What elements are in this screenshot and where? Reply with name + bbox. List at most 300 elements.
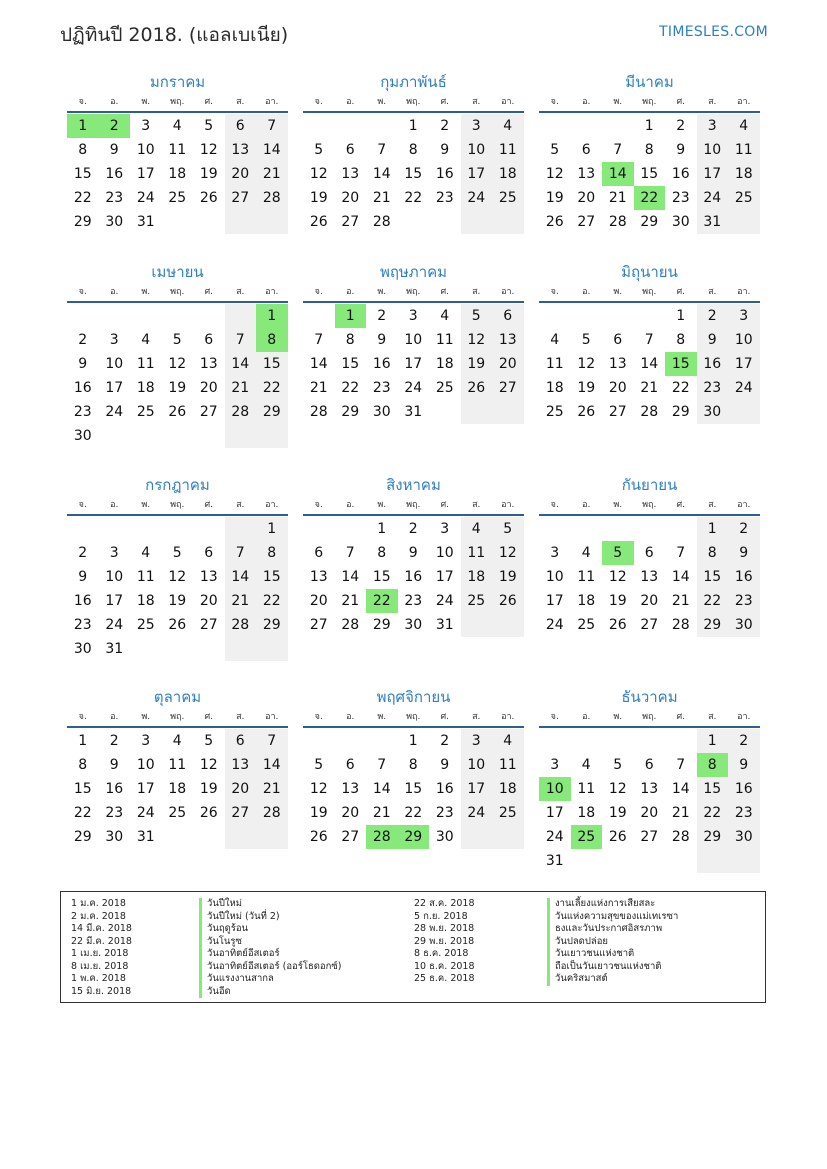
empty-cell bbox=[728, 210, 760, 234]
weekday-label: ศ. bbox=[204, 287, 214, 297]
legend-holiday-date: 28 พ.ย. 2018 bbox=[414, 923, 475, 934]
day-cell: 22 bbox=[256, 376, 288, 400]
day-cell: 17 bbox=[461, 777, 493, 801]
day-cell: 2 bbox=[676, 118, 686, 134]
empty-cell bbox=[335, 517, 367, 541]
month-name: กรกฎาคม bbox=[145, 476, 210, 494]
day-cell: 24 bbox=[435, 593, 454, 609]
day-cell: 6 bbox=[644, 757, 654, 773]
day-cell: 22 bbox=[697, 801, 729, 825]
empty-cell bbox=[193, 825, 225, 849]
day-cell: 8 bbox=[644, 142, 654, 158]
day-cell: 17 bbox=[545, 805, 564, 821]
month-name: พฤษภาคม bbox=[379, 263, 448, 281]
day-cell: 2 bbox=[728, 729, 760, 753]
legend-holiday-date: 1 ม.ค. 2018 bbox=[71, 898, 126, 909]
weekday-label: จ. bbox=[550, 97, 559, 107]
weekday-label: ส. bbox=[236, 500, 245, 510]
legend-holiday-date: 8 ธ.ค. 2018 bbox=[414, 948, 469, 959]
day-cell: 15 bbox=[341, 356, 360, 372]
day-grid bbox=[539, 304, 760, 424]
weekday-label: พ. bbox=[141, 97, 151, 107]
day-cell: 27 bbox=[640, 829, 659, 845]
weekday-label: พฤ. bbox=[642, 287, 657, 297]
empty-cell bbox=[539, 729, 571, 753]
day-cell: 12 bbox=[309, 781, 328, 797]
weekday-label: พฤ. bbox=[406, 500, 421, 510]
day-cell: 10 bbox=[697, 138, 729, 162]
empty-cell bbox=[162, 210, 194, 234]
empty-cell bbox=[303, 304, 335, 328]
day-cell: 18 bbox=[492, 777, 524, 801]
day-cell: 10 bbox=[136, 757, 155, 773]
month-name: เมษายน bbox=[151, 263, 204, 281]
day-cell: 24 bbox=[461, 801, 493, 825]
legend-holiday-name: ถือเป็นวันเยาวชนแห่งชาติ bbox=[547, 961, 678, 974]
day-cell: 21 bbox=[225, 376, 257, 400]
holiday-day-cell: 1 bbox=[335, 304, 367, 328]
weekday-label: จ. bbox=[550, 500, 559, 510]
weekday-label: พฤ. bbox=[170, 500, 185, 510]
day-cell: 17 bbox=[728, 352, 760, 376]
empty-cell bbox=[571, 304, 603, 328]
empty-cell bbox=[634, 729, 666, 753]
day-cell: 19 bbox=[608, 593, 627, 609]
empty-cell bbox=[99, 424, 131, 448]
day-cell: 4 bbox=[172, 118, 182, 134]
day-cell: 22 bbox=[256, 589, 288, 613]
day-cell: 2 bbox=[78, 545, 88, 561]
empty-cell bbox=[130, 637, 162, 661]
day-cell: 11 bbox=[136, 356, 155, 372]
day-cell: 22 bbox=[404, 805, 423, 821]
day-cell: 6 bbox=[225, 114, 257, 138]
day-cell: 23 bbox=[435, 190, 454, 206]
day-cell: 8 bbox=[697, 541, 729, 565]
day-cell: 25 bbox=[136, 617, 155, 633]
day-cell: 7 bbox=[676, 545, 686, 561]
weekday-label: พฤ. bbox=[170, 712, 185, 722]
weekday-label: อ. bbox=[110, 287, 119, 297]
empty-cell bbox=[665, 729, 697, 753]
day-cell: 26 bbox=[309, 829, 328, 845]
empty-cell bbox=[429, 400, 461, 424]
day-cell: 17 bbox=[136, 781, 155, 797]
legend-holiday-date: 15 มิ.ย. 2018 bbox=[71, 985, 132, 997]
empty-cell bbox=[162, 517, 194, 541]
day-cell: 29 bbox=[640, 214, 659, 230]
day-cell: 28 bbox=[608, 214, 627, 230]
weekday-label: อ. bbox=[110, 97, 119, 107]
day-cell: 11 bbox=[168, 757, 187, 773]
weekday-label: พ. bbox=[377, 712, 387, 722]
day-cell: 1 bbox=[644, 118, 654, 134]
day-cell: 4 bbox=[440, 308, 450, 324]
day-grid bbox=[303, 304, 524, 424]
weekday-label: พ. bbox=[613, 97, 623, 107]
day-cell: 7 bbox=[225, 541, 257, 565]
day-cell: 25 bbox=[461, 589, 493, 613]
weekday-label: ศ. bbox=[676, 97, 686, 107]
legend-holiday-date: 8 เม.ย. 2018 bbox=[71, 960, 129, 972]
day-cell: 1 bbox=[78, 733, 88, 749]
day-cell: 20 bbox=[608, 380, 627, 396]
weekday-label: อ. bbox=[582, 97, 591, 107]
day-cell: 28 bbox=[341, 617, 360, 633]
day-cell: 25 bbox=[492, 801, 524, 825]
day-cell: 11 bbox=[492, 753, 524, 777]
day-cell: 9 bbox=[78, 569, 88, 585]
weekday-label: อ. bbox=[346, 500, 355, 510]
weekday-label: อ. bbox=[582, 287, 591, 297]
legend-holiday-name: วันเยาวชนแห่งชาติ bbox=[547, 948, 678, 961]
weekday-label: อา. bbox=[501, 712, 515, 722]
empty-cell bbox=[634, 849, 666, 873]
weekday-label: จ. bbox=[550, 287, 559, 297]
day-cell: 8 bbox=[676, 332, 686, 348]
day-cell: 9 bbox=[676, 142, 686, 158]
day-cell: 7 bbox=[613, 142, 623, 158]
weekday-label: พฤ. bbox=[170, 97, 185, 107]
weekday-label: จ. bbox=[314, 712, 323, 722]
day-cell: 12 bbox=[168, 356, 187, 372]
day-cell: 21 bbox=[309, 380, 328, 396]
day-cell: 9 bbox=[78, 356, 88, 372]
day-cell: 29 bbox=[372, 617, 391, 633]
day-cell: 1 bbox=[408, 118, 418, 134]
empty-cell bbox=[492, 210, 524, 234]
day-cell: 21 bbox=[256, 162, 288, 186]
day-cell: 9 bbox=[728, 753, 760, 777]
weekday-header bbox=[67, 498, 288, 516]
weekday-label: อ. bbox=[582, 500, 591, 510]
weekday-label: ศ. bbox=[204, 500, 214, 510]
day-cell: 13 bbox=[341, 781, 360, 797]
month-name: มกราคม bbox=[149, 73, 206, 91]
day-cell: 28 bbox=[225, 613, 257, 637]
day-cell: 19 bbox=[492, 565, 524, 589]
day-cell: 16 bbox=[105, 166, 124, 182]
day-cell: 30 bbox=[73, 641, 92, 657]
day-grid bbox=[303, 114, 524, 234]
weekday-label: พฤ. bbox=[642, 712, 657, 722]
day-cell: 12 bbox=[577, 356, 596, 372]
day-cell: 30 bbox=[73, 428, 92, 444]
brand-link[interactable]: TIMESLES.COM bbox=[659, 24, 768, 40]
day-cell: 14 bbox=[671, 781, 690, 797]
legend-holiday-name: วันแห่งความสุขของแม่เทเรซา bbox=[547, 911, 678, 924]
day-cell: 15 bbox=[404, 781, 423, 797]
weekday-label: ส. bbox=[708, 287, 717, 297]
day-cell: 14 bbox=[671, 569, 690, 585]
empty-cell bbox=[492, 825, 524, 849]
weekday-label: ส. bbox=[708, 712, 717, 722]
empty-cell bbox=[256, 637, 288, 661]
day-cell: 31 bbox=[435, 617, 454, 633]
day-cell: 12 bbox=[608, 569, 627, 585]
day-cell: 1 bbox=[377, 521, 387, 537]
weekday-label: ศ. bbox=[440, 97, 450, 107]
day-cell: 27 bbox=[492, 376, 524, 400]
day-cell: 10 bbox=[461, 753, 493, 777]
day-cell: 18 bbox=[492, 162, 524, 186]
legend-right-names bbox=[547, 898, 678, 986]
legend-right-dates bbox=[414, 898, 475, 986]
day-cell: 10 bbox=[435, 545, 454, 561]
day-cell: 25 bbox=[492, 186, 524, 210]
empty-cell bbox=[634, 517, 666, 541]
holiday-day-cell: 28 bbox=[366, 825, 398, 849]
day-cell: 7 bbox=[377, 757, 387, 773]
empty-cell bbox=[303, 729, 335, 753]
day-cell: 11 bbox=[577, 569, 596, 585]
weekday-label: จ. bbox=[550, 712, 559, 722]
day-cell: 18 bbox=[435, 356, 454, 372]
weekday-label: อา. bbox=[265, 500, 279, 510]
weekday-label: พ. bbox=[377, 500, 387, 510]
day-cell: 24 bbox=[461, 186, 493, 210]
day-cell: 28 bbox=[256, 801, 288, 825]
weekday-label: พ. bbox=[141, 500, 151, 510]
holiday-day-cell: 2 bbox=[99, 114, 131, 138]
day-cell: 13 bbox=[341, 166, 360, 182]
empty-cell bbox=[193, 517, 225, 541]
month-block bbox=[303, 475, 524, 637]
day-cell: 30 bbox=[435, 829, 454, 845]
holiday-day-cell: 22 bbox=[366, 589, 398, 613]
holiday-day-cell: 15 bbox=[665, 352, 697, 376]
day-cell: 30 bbox=[728, 825, 760, 849]
legend-holiday-name: วันอาทิตย์อีสเตอร์ bbox=[199, 948, 342, 961]
day-cell: 20 bbox=[225, 777, 257, 801]
weekday-label: อา. bbox=[265, 712, 279, 722]
day-cell: 25 bbox=[545, 404, 564, 420]
day-cell: 23 bbox=[728, 801, 760, 825]
empty-cell bbox=[728, 849, 760, 873]
weekday-label: พ. bbox=[377, 97, 387, 107]
month-block bbox=[303, 262, 524, 424]
day-cell: 12 bbox=[168, 569, 187, 585]
weekday-header bbox=[539, 498, 760, 516]
day-cell: 5 bbox=[550, 142, 560, 158]
day-cell: 8 bbox=[78, 142, 88, 158]
day-cell: 13 bbox=[608, 356, 627, 372]
day-cell: 17 bbox=[105, 593, 124, 609]
month-name: ตุลาคม bbox=[153, 688, 202, 706]
day-cell: 7 bbox=[314, 332, 324, 348]
weekday-label: พ. bbox=[141, 287, 151, 297]
day-cell: 5 bbox=[613, 757, 623, 773]
day-cell: 29 bbox=[341, 404, 360, 420]
weekday-header bbox=[539, 285, 760, 303]
day-cell: 16 bbox=[105, 781, 124, 797]
day-cell: 28 bbox=[309, 404, 328, 420]
day-cell: 14 bbox=[640, 356, 659, 372]
weekday-label: อา. bbox=[501, 97, 515, 107]
empty-cell bbox=[539, 304, 571, 328]
weekday-label: อ. bbox=[110, 712, 119, 722]
day-cell: 27 bbox=[199, 404, 218, 420]
weekday-label: ศ. bbox=[676, 712, 686, 722]
empty-cell bbox=[665, 517, 697, 541]
weekday-label: พฤ. bbox=[406, 97, 421, 107]
empty-cell bbox=[303, 517, 335, 541]
day-grid bbox=[67, 114, 288, 234]
day-cell: 23 bbox=[728, 589, 760, 613]
day-cell: 22 bbox=[73, 805, 92, 821]
day-cell: 26 bbox=[608, 829, 627, 845]
day-cell: 21 bbox=[608, 190, 627, 206]
day-cell: 15 bbox=[640, 166, 659, 182]
empty-cell bbox=[256, 424, 288, 448]
day-cell: 13 bbox=[577, 166, 596, 182]
day-cell: 18 bbox=[168, 166, 187, 182]
day-cell: 20 bbox=[341, 805, 360, 821]
day-cell: 29 bbox=[697, 613, 729, 637]
legend-left-names bbox=[199, 898, 342, 998]
empty-cell bbox=[162, 304, 194, 328]
day-cell: 23 bbox=[671, 190, 690, 206]
day-cell: 15 bbox=[372, 569, 391, 585]
empty-cell bbox=[130, 517, 162, 541]
day-cell: 20 bbox=[199, 593, 218, 609]
day-cell: 19 bbox=[168, 593, 187, 609]
day-cell: 4 bbox=[172, 733, 182, 749]
month-block bbox=[67, 72, 288, 234]
holiday-day-cell: 8 bbox=[697, 753, 729, 777]
day-cell: 13 bbox=[225, 753, 257, 777]
empty-cell bbox=[602, 729, 634, 753]
legend-holiday-date: 22 ส.ค. 2018 bbox=[414, 898, 475, 909]
day-cell: 5 bbox=[314, 757, 324, 773]
weekday-label: อ. bbox=[346, 97, 355, 107]
weekday-label: อ. bbox=[582, 712, 591, 722]
legend-holiday-date: 5 ก.ย. 2018 bbox=[414, 910, 468, 922]
day-grid bbox=[539, 729, 760, 873]
day-cell: 20 bbox=[577, 190, 596, 206]
weekday-label: จ. bbox=[78, 287, 87, 297]
day-cell: 1 bbox=[697, 517, 729, 541]
day-cell: 8 bbox=[408, 142, 418, 158]
day-cell: 1 bbox=[697, 729, 729, 753]
holiday-day-cell: 29 bbox=[398, 825, 430, 849]
weekday-label: จ. bbox=[314, 500, 323, 510]
day-grid bbox=[539, 517, 760, 637]
empty-cell bbox=[728, 400, 760, 424]
empty-cell bbox=[162, 825, 194, 849]
weekday-label: จ. bbox=[314, 287, 323, 297]
day-cell: 28 bbox=[256, 186, 288, 210]
day-cell: 15 bbox=[697, 565, 729, 589]
holiday-day-cell: 22 bbox=[634, 186, 666, 210]
day-cell: 25 bbox=[168, 190, 187, 206]
day-cell: 4 bbox=[581, 545, 591, 561]
day-cell: 2 bbox=[697, 304, 729, 328]
day-cell: 13 bbox=[492, 328, 524, 352]
day-cell: 24 bbox=[105, 404, 124, 420]
weekday-label: ส. bbox=[708, 97, 717, 107]
day-cell: 28 bbox=[671, 829, 690, 845]
weekday-label: พฤ. bbox=[642, 500, 657, 510]
day-cell: 23 bbox=[105, 805, 124, 821]
day-cell: 15 bbox=[256, 565, 288, 589]
empty-cell bbox=[225, 517, 257, 541]
day-cell: 3 bbox=[440, 521, 450, 537]
day-cell: 27 bbox=[199, 617, 218, 633]
day-cell: 1 bbox=[256, 517, 288, 541]
weekday-label: อา. bbox=[737, 287, 751, 297]
weekday-label: ส. bbox=[472, 97, 481, 107]
day-cell: 7 bbox=[377, 142, 387, 158]
day-cell: 18 bbox=[136, 380, 155, 396]
day-cell: 7 bbox=[225, 328, 257, 352]
day-cell: 20 bbox=[199, 380, 218, 396]
day-cell: 12 bbox=[545, 166, 564, 182]
day-cell: 1 bbox=[408, 733, 418, 749]
day-cell: 3 bbox=[109, 332, 119, 348]
day-cell: 15 bbox=[73, 781, 92, 797]
month-block bbox=[539, 687, 760, 873]
day-cell: 24 bbox=[728, 376, 760, 400]
day-cell: 27 bbox=[225, 186, 257, 210]
weekday-label: อา. bbox=[265, 287, 279, 297]
day-cell: 15 bbox=[697, 777, 729, 801]
day-cell: 6 bbox=[204, 545, 214, 561]
day-cell: 13 bbox=[309, 569, 328, 585]
empty-cell bbox=[225, 825, 257, 849]
day-grid bbox=[303, 729, 524, 849]
empty-cell bbox=[256, 210, 288, 234]
day-cell: 24 bbox=[545, 617, 564, 633]
day-cell: 26 bbox=[199, 190, 218, 206]
day-cell: 11 bbox=[492, 138, 524, 162]
day-cell: 26 bbox=[492, 589, 524, 613]
day-cell: 9 bbox=[728, 541, 760, 565]
month-name: ธันวาคม bbox=[621, 688, 678, 706]
day-cell: 27 bbox=[577, 214, 596, 230]
weekday-label: ศ. bbox=[204, 712, 214, 722]
empty-cell bbox=[225, 304, 257, 328]
day-cell: 21 bbox=[671, 593, 690, 609]
weekday-header bbox=[303, 498, 524, 516]
day-cell: 2 bbox=[109, 733, 119, 749]
day-cell: 26 bbox=[168, 617, 187, 633]
day-cell: 4 bbox=[728, 114, 760, 138]
day-cell: 25 bbox=[577, 617, 596, 633]
empty-cell bbox=[492, 613, 524, 637]
day-cell: 22 bbox=[671, 380, 690, 396]
day-cell: 7 bbox=[256, 729, 288, 753]
weekday-label: อา. bbox=[501, 500, 515, 510]
day-cell: 18 bbox=[577, 805, 596, 821]
empty-cell bbox=[461, 613, 493, 637]
empty-cell bbox=[492, 400, 524, 424]
day-cell: 27 bbox=[309, 617, 328, 633]
day-cell: 28 bbox=[372, 214, 391, 230]
day-cell: 28 bbox=[671, 617, 690, 633]
day-cell: 23 bbox=[105, 190, 124, 206]
day-cell: 10 bbox=[545, 569, 564, 585]
day-cell: 14 bbox=[372, 166, 391, 182]
day-cell: 21 bbox=[225, 589, 257, 613]
empty-cell bbox=[225, 424, 257, 448]
weekday-label: จ. bbox=[78, 712, 87, 722]
weekday-label: พฤ. bbox=[406, 287, 421, 297]
day-cell: 20 bbox=[492, 352, 524, 376]
day-cell: 27 bbox=[608, 404, 627, 420]
day-cell: 17 bbox=[461, 162, 493, 186]
legend-holiday-date: 10 ธ.ค. 2018 bbox=[414, 960, 475, 972]
